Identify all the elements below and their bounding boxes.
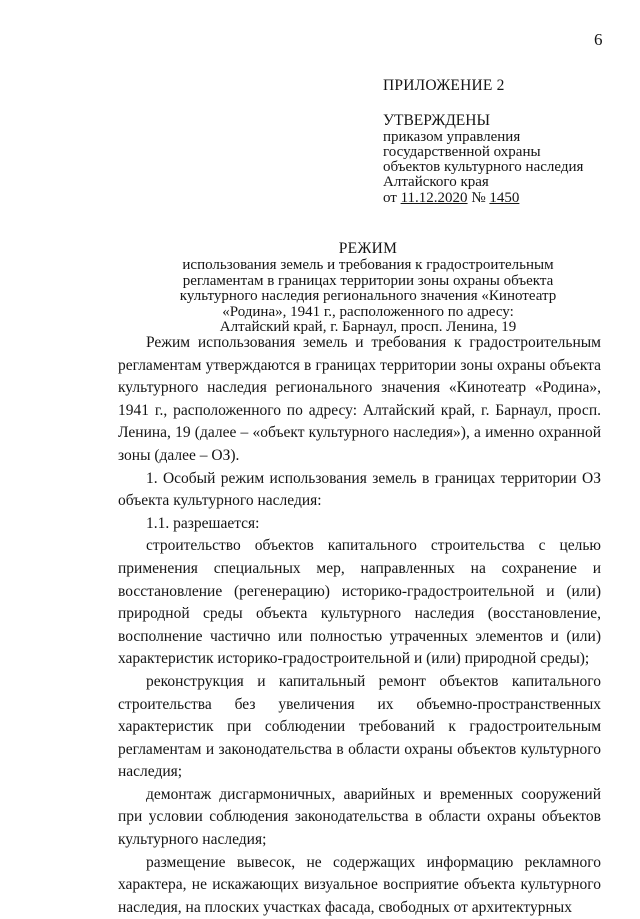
regime-subtitle-line: регламентам в границах территории зоны охраны объекта (182, 272, 554, 289)
regime-heading (120, 240, 616, 336)
intro-paragraph: Режим использования земель и требования к градостроительным регламентам утверждаются в границах территории зоны охраны объекта культурного наследия регионального значения «Кинотеатр «Родина», 1941 г., расположенного по адресу: Алтайский край, г. Барнаул, просп. Ленина, 19 (далее – «объект культурного наследия»), а именно охранной зоны (далее – ОЗ). (118, 334, 601, 464)
appendix-title: ПРИЛОЖЕНИЕ 2 (383, 77, 505, 94)
permitted-item-paragraph: реконструкция и капитальный ремонт объектов капитального строительства без увеличения их объемно-пространственных характеристик при соблюдении требований к градостроительным регламентам и законодательства в области охраны объектов культурного наследия; (118, 672, 601, 781)
regime-subtitle-line: использования земель и требования к градостроительным (182, 257, 554, 273)
section-1-1-paragraph: 1.1. разрешается: (146, 514, 260, 532)
approved-line: Алтайского края (383, 174, 489, 190)
order-number-sign: № (467, 190, 490, 206)
order-reference (383, 190, 623, 206)
permitted-item-paragraph: демонтаж дисгармоничных, аварийных и временных сооружений при условии соблюдения законодательства в области охраны объектов культурного наследия; (118, 785, 601, 849)
document-body (118, 332, 601, 919)
regime-subtitle (120, 258, 616, 336)
approved-line: приказом управления (383, 129, 521, 145)
approved-title: УТВЕРЖДЕНЫ (383, 112, 490, 129)
approved-line: государственной охраны (383, 144, 541, 160)
order-prefix: от (383, 190, 401, 206)
regime-subtitle-line: культурного наследия регионального значения «Кинотеатр (179, 288, 557, 305)
order-date: 11.12.2020 (400, 190, 468, 206)
approved-by-lines (383, 130, 623, 190)
regime-subtitle-line: «Родина», 1941 г., расположенного по адресу: (222, 303, 514, 320)
approval-header (383, 77, 623, 206)
approved-line: объектов культурного наследия (383, 159, 584, 175)
permitted-item-paragraph: строительство объектов капитального строительства с целью применения специальных мер, направленных на сохранение и восстановление (регенерацию) историко-градостроительной и (или) природной среды объекта культурного наследия (восстановление, восполнение частично или полностью утраченных элементов и (или) характеристик историко-градостроительной и (или) природной среды); (118, 537, 601, 668)
permitted-item-paragraph: размещение вывесок, не содержащих информацию рекламного характера, не искажающих визуальное восприятие объекта культурного наследия, на плоских участках фасада, свободных от архитектурных (118, 853, 601, 916)
page-number: 6 (594, 30, 603, 49)
regime-title: РЕЖИМ (338, 240, 398, 257)
order-number: 1450 (489, 190, 520, 206)
regime-subtitle-line: Алтайский край, г. Барнаул, просп. Ленина, 19 (219, 319, 517, 336)
section-1-paragraph: 1. Особый режим использования земель в границах территории ОЗ объекта культурного наследия: (118, 469, 601, 510)
